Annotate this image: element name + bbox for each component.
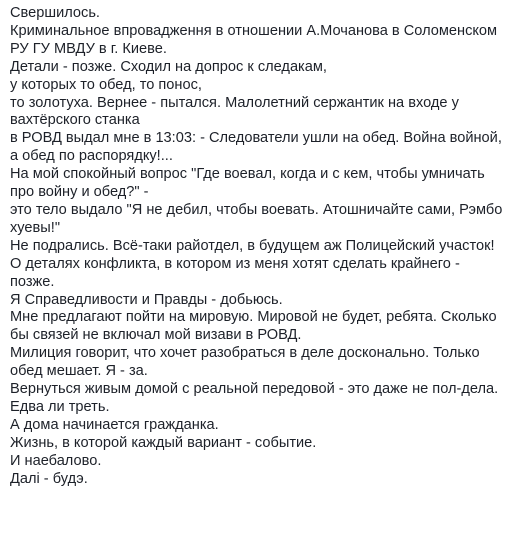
post-line: Свершилось.	[10, 5, 100, 21]
post-line: вахтёрского станка	[10, 112, 140, 129]
post-text	[10, 5, 504, 488]
post-line: Криминальное впровадження в отношении А.Мочанова в Соломенском	[10, 22, 498, 39]
post-line: Едва ли треть.	[10, 398, 110, 415]
post-line: хуевы!"	[10, 219, 61, 236]
post-line: Я Справедливости и Правды - добьюсь.	[10, 291, 283, 308]
post-line: в РОВД выдал мне в 13:03: - Следователи ушли на обед. Война войной,	[10, 130, 502, 147]
post-line: Далі - будэ.	[10, 470, 88, 487]
post-line: Не подрались. Всё-таки райотдел, в будущем аж Полицейский участок!	[10, 237, 495, 254]
post-line: а обед по распорядку!...	[10, 148, 173, 165]
post-line: На мой спокойный вопрос "Где воевал, когда и с кем, чтобы умничать	[10, 166, 485, 183]
post-line: позже.	[10, 273, 55, 290]
post-line: И наебалово.	[10, 452, 102, 469]
post-line: А дома начинается гражданка.	[10, 416, 219, 433]
post-line: Милиция говорит, что хочет разобраться в деле досконально. Только	[10, 345, 480, 362]
post-line: РУ ГУ МВДУ в г. Киеве.	[10, 40, 167, 57]
post-line: О деталях конфликта, в котором из меня хотят сделать крайнего -	[10, 255, 460, 272]
post-line: Детали - позже. Сходил на допрос к следакам,	[10, 58, 327, 75]
post-line: Мне предлагают пойти на мировую. Мировой не будет, ребята. Сколько	[10, 309, 497, 326]
post-line: Вернуться живым домой с реальной передовой - это даже не пол-дела.	[10, 381, 499, 398]
post-line: у которых то обед, то понос,	[10, 76, 202, 93]
post-line: то золотуха. Вернее - пытался. Малолетний сержантик на входе у	[10, 94, 459, 111]
post-line: про войну и обед?" -	[10, 184, 149, 201]
post-line: Жизнь, в которой каждый вариант - событие.	[10, 434, 317, 451]
post-line: это тело выдало "Я не дебил, чтобы воевать. Атошничайте сами, Рэмбо	[10, 201, 503, 218]
post-line: обед мешает. Я - за.	[10, 363, 148, 380]
post-line: бы связей не включал мой визави в РОВД.	[10, 327, 302, 344]
